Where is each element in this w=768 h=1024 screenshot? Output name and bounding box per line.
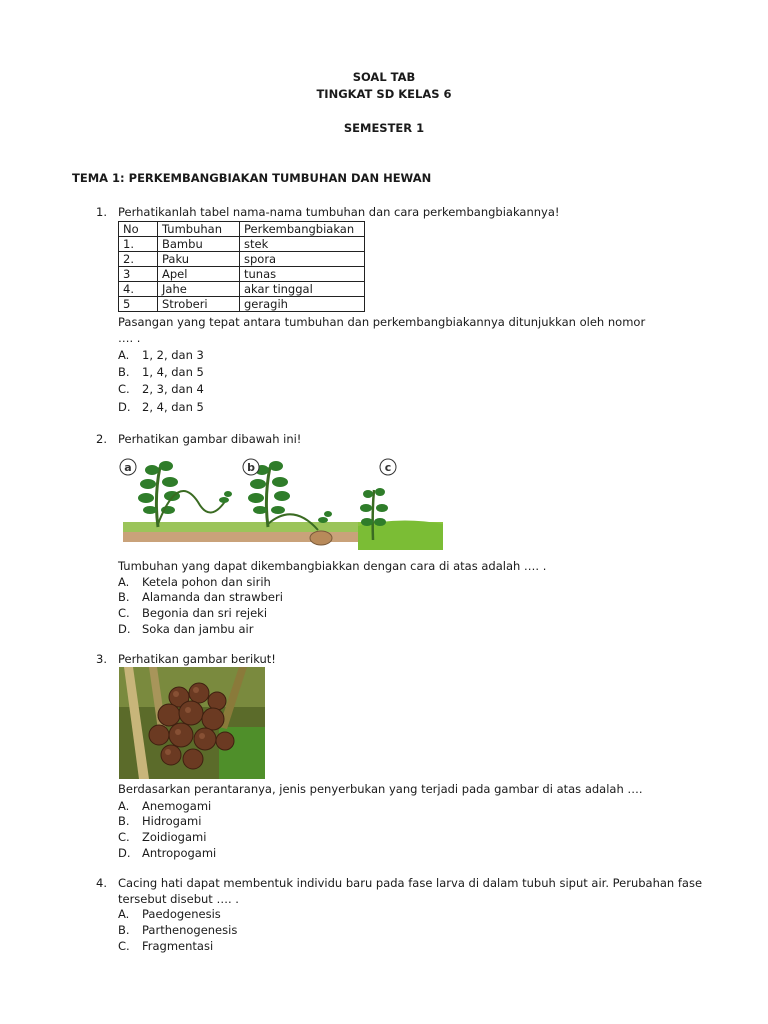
option-letter: D. <box>118 400 131 414</box>
question-prompt: Pasangan yang tepat antara tumbuhan dan perkembangbiakannya ditunjukkan oleh nomor <box>118 315 646 329</box>
option-letter: A. <box>118 799 130 813</box>
table-cell: Paku <box>158 252 240 267</box>
question-number: 2. <box>96 432 107 446</box>
plant-table <box>118 221 365 312</box>
table-cell: spora <box>240 252 365 267</box>
option-text: 2, 3, dan 4 <box>142 382 204 396</box>
doc-semester: SEMESTER 1 <box>343 121 425 135</box>
table-header: Tumbuhan <box>158 222 240 237</box>
option-letter: C. <box>118 606 130 620</box>
question-text: Cacing hati dapat membentuk individu baru pada fase larva di dalam tubuh siput air. Perubahan fase <box>118 876 703 890</box>
question-prompt: Berdasarkan perantaranya, jenis penyerbukan yang terjadi pada gambar di atas adalah …. <box>118 782 643 796</box>
table-cell: Stroberi <box>158 297 240 312</box>
figure-label: b <box>247 461 255 474</box>
option-text: 2, 4, dan 5 <box>142 400 204 414</box>
option-text: Alamanda dan strawberi <box>142 590 283 604</box>
table-header-row <box>119 222 365 237</box>
option-text: 1, 4, dan 5 <box>142 365 204 379</box>
option-text: Hidrogami <box>142 814 202 828</box>
option-letter: A. <box>118 348 130 362</box>
table-header: No <box>119 222 158 237</box>
figure-label: a <box>124 461 132 474</box>
table-cell: 1. <box>119 237 158 252</box>
question-text: Perhatikanlah tabel nama-nama tumbuhan dan cara perkembangbiakannya! <box>118 205 560 219</box>
question-prompt: Tumbuhan yang dapat dikembangbiakkan dengan cara di atas adalah …. . <box>118 559 547 573</box>
table-row <box>119 297 365 312</box>
option-letter: B. <box>118 923 130 937</box>
table-row <box>119 237 365 252</box>
option-letter: A. <box>118 907 130 921</box>
option-text: Zoidiogami <box>142 830 207 844</box>
question-text: Perhatikan gambar dibawah ini! <box>118 432 302 446</box>
table-cell: akar tinggal <box>240 282 365 297</box>
option-text: Parthenogenesis <box>142 923 238 937</box>
option-letter: B. <box>118 814 130 828</box>
salak-fruit-photo <box>119 667 265 779</box>
table-row <box>119 267 365 282</box>
table-row <box>119 282 365 297</box>
table-cell: stek <box>240 237 365 252</box>
question-number: 1. <box>96 205 107 219</box>
option-letter: A. <box>118 575 130 589</box>
figure-label: c <box>384 461 392 474</box>
question-number: 3. <box>96 652 107 666</box>
option-text: Anemogami <box>142 799 212 813</box>
doc-title: SOAL TAB <box>352 70 416 84</box>
option-letter: D. <box>118 622 131 636</box>
table-cell: geragih <box>240 297 365 312</box>
doc-subtitle: TINGKAT SD KELAS 6 <box>316 87 452 101</box>
option-letter: C. <box>118 939 130 953</box>
option-letter: C. <box>118 382 130 396</box>
option-text: Soka dan jambu air <box>142 622 254 636</box>
theme-heading: TEMA 1: PERKEMBANGBIAKAN TUMBUHAN DAN HEWAN <box>72 171 432 185</box>
question-text: Perhatikan gambar berikut! <box>118 652 276 666</box>
option-text: Antropogami <box>142 846 217 860</box>
table-row <box>119 252 365 267</box>
question-number: 4. <box>96 876 107 890</box>
table-cell: 4. <box>119 282 158 297</box>
layering-illustration <box>118 452 448 554</box>
option-letter: C. <box>118 830 130 844</box>
option-letter: B. <box>118 590 130 604</box>
option-text: Begonia dan sri rejeki <box>142 606 268 620</box>
option-letter: B. <box>118 365 130 379</box>
option-text: Fragmentasi <box>142 939 214 953</box>
option-text: Ketela pohon dan sirih <box>142 575 271 589</box>
option-text: 1, 2, dan 3 <box>142 348 204 362</box>
table-cell: 2. <box>119 252 158 267</box>
table-cell: Jahe <box>158 282 240 297</box>
question-text-cont: tersebut disebut …. . <box>118 892 239 906</box>
table-header: Perkembangbiakan <box>240 222 365 237</box>
question-prompt-end: …. . <box>118 331 141 345</box>
table-cell: 5 <box>119 297 158 312</box>
table-cell: Apel <box>158 267 240 282</box>
option-text: Paedogenesis <box>142 907 221 921</box>
table-cell: Bambu <box>158 237 240 252</box>
table-cell: 3 <box>119 267 158 282</box>
table-cell: tunas <box>240 267 365 282</box>
option-letter: D. <box>118 846 131 860</box>
